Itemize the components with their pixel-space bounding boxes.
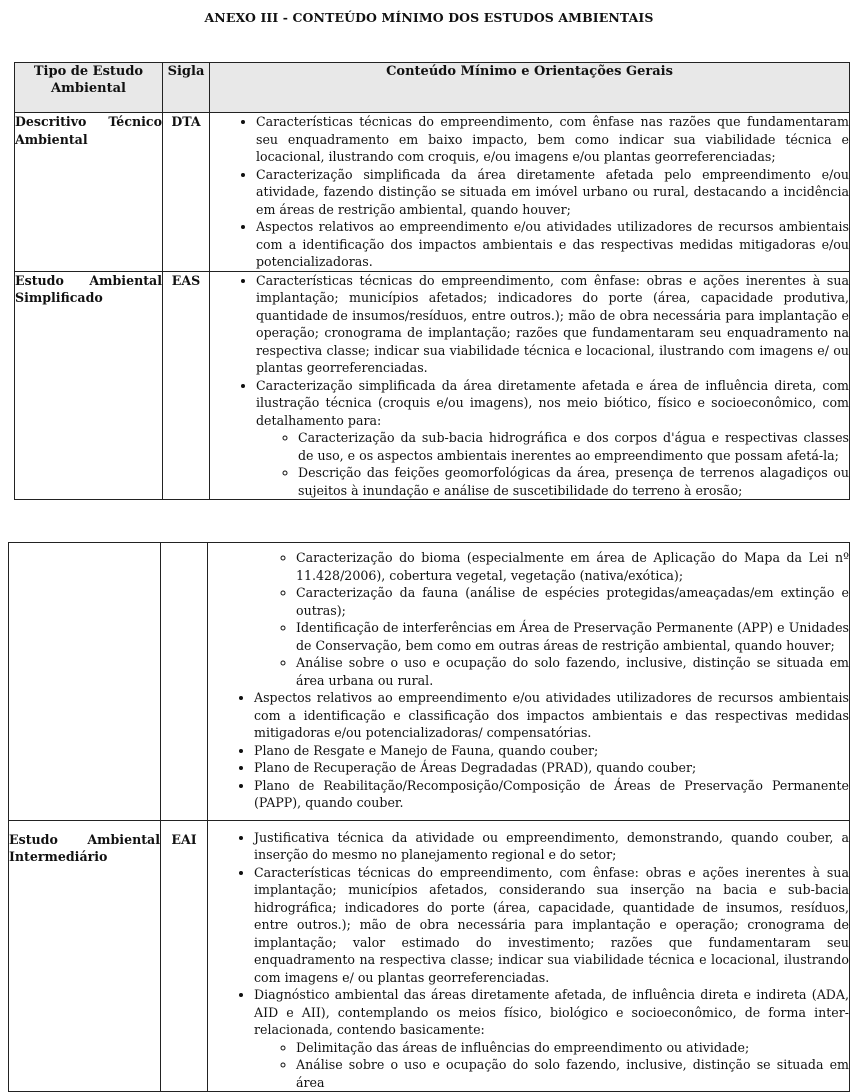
bullet-item: • Plano de Reabilitação/Recomposição/Composição de Áreas de Preservação Permanente (PAPP), quando couber. [254, 777, 849, 812]
header-sigla: Sigla [163, 63, 210, 113]
table-header-row [15, 63, 850, 113]
bullet-item: • Plano de Resgate e Manejo de Fauna, quando couber; [254, 742, 849, 760]
document-title: ANEXO III - CONTEÚDO MÍNIMO DOS ESTUDOS AMBIENTAIS [204, 10, 654, 25]
sigla-cell [161, 543, 208, 821]
header-study-type: Tipo de Estudo Ambiental [15, 63, 163, 113]
sub-bullet-item: ◦ Caracterização do bioma (especialmente em área de Aplicação do Mapa da Lei nº 11.428/2006), cobertura vegetal, vegetação (nativa/exótica); [296, 549, 849, 584]
sub-bullet-item: ◦ Caracterização da fauna (análise de espécies protegidas/ameaçadas/em extinção e outras); [296, 584, 849, 619]
header-content: Conteúdo Mínimo e Orientações Gerais [210, 63, 850, 113]
sub-bullet-item: ◦ Descrição das feições geomorfológicas da área, presença de terrenos alagadiços ou sujeitos à inundação e análise de suscetibilidade do terreno à erosão; [298, 464, 849, 499]
studies-table-part-2 [8, 542, 850, 1092]
sub-bullet-item: ◦ Delimitação das áreas de influências do empreendimento ou atividade; [296, 1039, 849, 1057]
bullet-item [256, 377, 849, 500]
study-type-cell: Estudo Ambiental Intermediário [9, 820, 161, 1092]
sigla-cell: DTA [163, 113, 210, 272]
sub-bullet-item: ◦ Caracterização da sub-bacia hidrográfica e dos corpos d'água e respectivas classes de uso, e os aspectos ambientais inerentes ao empreendimento que possam afetá-la; [298, 429, 849, 464]
bullet-text: Diagnóstico ambiental das áreas diretamente afetada, de influência direta e indireta (ADA, AID e AII), contemplando os meios físico, biológico e socioeconômico, de forma inter-relacionada, contendo basicamente: [254, 987, 849, 1037]
study-type-cell: Descritivo Técnico Ambiental [15, 113, 163, 272]
study-type-cell [9, 543, 161, 821]
row-spacer [208, 812, 849, 820]
bullet-item [254, 549, 849, 689]
bullet-item [254, 986, 849, 1091]
sigla-cell: EAS [163, 271, 210, 500]
table-row-eai [9, 820, 850, 1092]
sub-bullet-item: ◦ Análise sobre o uso e ocupação do solo fazendo, inclusive, distinção se situada em área [296, 1056, 849, 1091]
content-cell [210, 113, 850, 272]
content-cell [210, 271, 850, 500]
table-row-eas-continued [9, 543, 850, 821]
bullet-item: • Caracterização simplificada da área diretamente afetada pelo empreendimento e/ou atividade, fazendo distinção se situada em imóvel urbano ou rural, destacando a incidência em áreas de restrição ambiental, quando houver; [256, 166, 849, 219]
sub-bullet-item: ◦ Análise sobre o uso e ocupação do solo fazendo, inclusive, distinção se situada em área urbana ou rural. [296, 654, 849, 689]
studies-table-part-1 [14, 62, 850, 500]
bullet-item: • Justificativa técnica da atividade ou empreendimento, demonstrando, quando couber, a inserção do mesmo no planejamento regional e do setor; [254, 829, 849, 864]
bullet-item: • Aspectos relativos ao empreendimento e/ou atividades utilizadores de recursos ambientais com a identificação dos impactos ambientais e das respectivas medidas mitigadoras e/ou potencializadoras. [256, 218, 849, 271]
content-cell [208, 543, 850, 821]
content-cell [208, 820, 850, 1092]
bullet-item: • Aspectos relativos ao empreendimento e/ou atividades utilizadores de recursos ambientais com a identificação e classificação dos impactos ambientais e das respectivas medidas mitigadoras e/ou potencializadoras/ compensatórias. [254, 689, 849, 742]
bullet-item: • Características técnicas do empreendimento, com ênfase: obras e ações inerentes à sua implantação; municípios afetados; indicadores do porte (área, capacidade produtiva, quantidade de insumos/resíduos, entre outros.); mão de obra necessária para implantação e operação; cronograma de implantação; razões que fundamentaram seu enquadramento na respectiva classe; indicar sua viabilidade técnica e locacional, ilustrando com imagens e/ ou plantas georreferenciadas. [256, 272, 849, 377]
study-type-cell: Estudo Ambiental Simplificado [15, 271, 163, 500]
bullet-item: • Plano de Recuperação de Áreas Degradadas (PRAD), quando couber; [254, 759, 849, 777]
table-row-dta [15, 113, 850, 272]
bullet-text: Caracterização simplificada da área diretamente afetada e área de influência direta, com ilustração técnica (croquis e/ou imagens), nos meio biótico, físico e socioeconômico, com detalhamento para: [256, 377, 849, 428]
sub-bullet-item: ◦ Identificação de interferências em Área de Preservação Permanente (APP) e Unidades de Conservação, bem como em outras áreas de restrição ambiental, quando houver; [296, 619, 849, 654]
table-row-eas [15, 271, 850, 500]
sigla-cell: EAI [161, 820, 208, 1092]
bullet-item: • Características técnicas do empreendimento, com ênfase: obras e ações inerentes à sua implantação; municípios afetados, considerando sua inserção na bacia e sub-bacia hidrográfica; indicadores do porte (área, capacidade, quantidade de insumos, resíduos, entre outros.); mão de obra necessária para implantação e operação; cronograma de implantação; valor estimado do investimento; razões que fundamentaram seu enquadramento na respectiva classe; indicar sua viabilidade técnica e locacional, ilustrando com imagens e/ ou plantas georreferenciadas. [254, 864, 849, 987]
bullet-item: • Características técnicas do empreendimento, com ênfase nas razões que fundamentaram seu enquadramento em baixo impacto, bem como indicar sua viabilidade técnica e locacional, ilustrando com croquis, e/ou imagens e/ou plantas georreferenciadas; [256, 113, 849, 166]
